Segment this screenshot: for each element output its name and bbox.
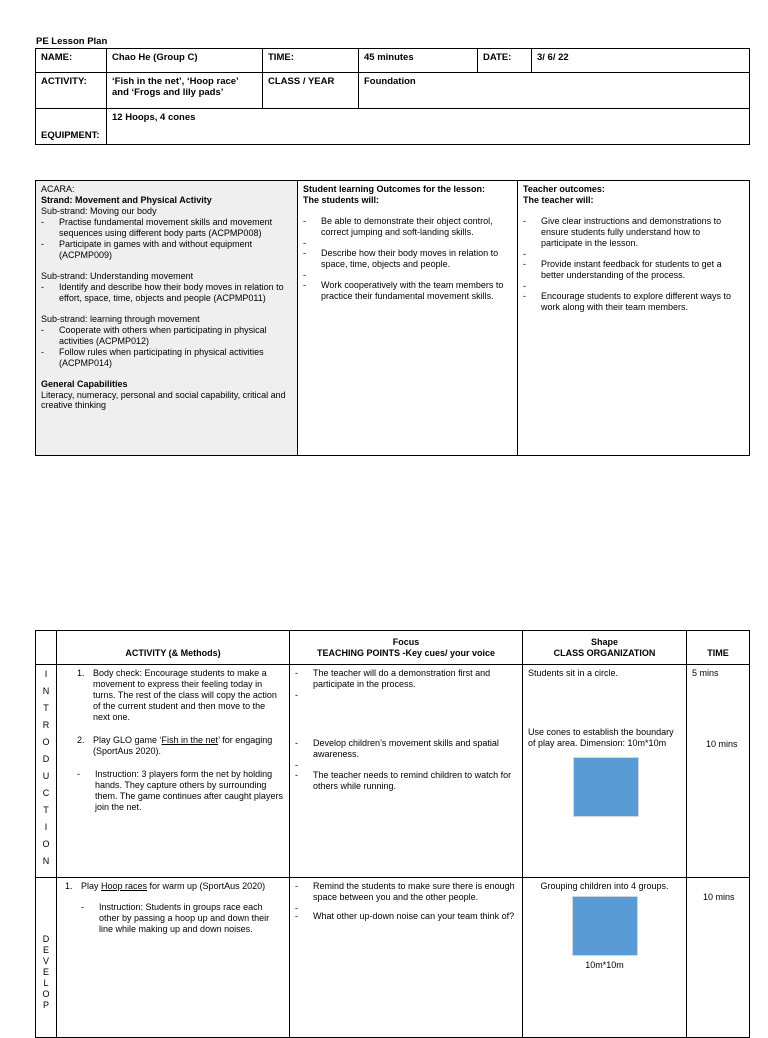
stage-letter: R: [42, 720, 50, 730]
stage-letter: T: [43, 805, 49, 815]
stage-letter: I: [44, 669, 48, 679]
shape-column-title: Shape: [590, 637, 618, 648]
item-text: ’ for engaging (SportAus 2020).: [93, 734, 273, 756]
list-item: - The teacher will do a demonstration first and participate in the process.: [295, 668, 517, 690]
shape-text: Use cones to establish the boundary of play area. Dimension: 10m*10m: [528, 726, 674, 748]
stage-letter: P: [42, 1000, 49, 1010]
shape-caption: 10m*10m: [585, 959, 624, 970]
shape-column-subtitle: CLASS ORGANIZATION: [553, 648, 656, 659]
teacher-outcomes-heading: Teacher outcomes:: [523, 184, 605, 194]
shape-column-header: [523, 631, 687, 665]
introduction-focus: [290, 665, 523, 878]
fish-in-the-net-link[interactable]: Fish in the net: [161, 734, 219, 745]
table-row: [36, 665, 750, 878]
equipment-value: 12 Hoops, 4 cones: [107, 109, 750, 145]
stage-letter: C: [42, 788, 50, 798]
general-capabilities-text: Literacy, numeracy, personal and social capability, critical and creative thinking: [41, 389, 286, 411]
list-item: [65, 881, 284, 892]
item-number: 1.: [65, 881, 73, 891]
stage-letter: O: [42, 737, 50, 747]
student-outcomes-heading: Student learning Outcomes for the lesson:: [303, 184, 486, 194]
time-column-header: [687, 631, 750, 665]
list-item: - Describe how their body moves in relation to space, time, objects and people.: [303, 248, 512, 270]
stage-letter: O: [42, 839, 50, 849]
table-row: [36, 878, 750, 1038]
list-item: - Practise fundamental movement skills and movement sequences using different body parts (ACPMP008): [41, 217, 292, 239]
stage-letter: O: [42, 989, 50, 999]
student-outcomes-list: [303, 216, 512, 302]
sub-strand-1-list: [41, 217, 292, 261]
stage-letter: I: [44, 822, 48, 832]
shape-text: Students sit in a circle.: [528, 668, 619, 678]
item-number: 1.: [77, 668, 85, 678]
list-item: - What other up-down noise can your team think of?: [295, 911, 517, 922]
class-value: Foundation: [359, 73, 750, 109]
teacher-outcomes-cell: [518, 181, 750, 456]
sub-item: - Instruction: 3 players form the net by holding hands. They capture others by surrounding them. The game continues after caught players join the net.: [77, 768, 283, 812]
class-label: CLASS / YEAR: [263, 73, 359, 109]
list-item: - Provide instant feedback for students to get a better understanding of the process.: [523, 259, 744, 281]
name-value: Chao He (Group C): [107, 49, 263, 73]
stage-header: [36, 631, 57, 665]
sub-strand-1-title: Sub-strand: Moving our body: [41, 205, 157, 216]
lesson-header-table: [35, 48, 750, 145]
activity-label: ACTIVITY:: [36, 73, 107, 109]
stage-letter: V: [42, 956, 49, 966]
list-item: - Give clear instructions and demonstrations to ensure students fully understand how to participate in the lesson.: [523, 216, 744, 249]
stage-letter: D: [42, 754, 50, 764]
activity-column-title: ACTIVITY (& Methods): [125, 648, 221, 659]
acara-heading: ACARA:: [41, 184, 75, 194]
stage-letter: L: [43, 978, 49, 988]
hoop-races-link[interactable]: Hoop races: [101, 881, 148, 891]
item-text: Play: [81, 881, 102, 891]
list-item: - Cooperate with others when participating in physical activities (ACPMP012): [41, 325, 292, 347]
list-item: - The teacher needs to remind children to watch for others while running.: [295, 770, 517, 792]
time-column-title: TIME: [707, 648, 729, 659]
time-value: 45 minutes: [359, 49, 478, 73]
stage-letter: U: [42, 771, 50, 781]
list-item: - Follow rules when participating in physical activities (ACPMP014): [41, 347, 292, 369]
shape-text: Grouping children into 4 groups.: [540, 881, 669, 891]
list-item: - Work cooperatively with the team members to practice their fundamental movement skills.: [303, 280, 512, 302]
sub-item-text: Instruction: 3 players form the net by holding hands. They capture others by surrounding them. The game continues after caught players join the net.: [95, 768, 283, 812]
list-item: [77, 668, 284, 723]
equipment-label: EQUIPMENT:: [36, 109, 107, 145]
introduction-time: [687, 665, 750, 878]
item-number: 2.: [77, 734, 85, 745]
outcomes-table: [35, 180, 750, 456]
focus-column-header: [290, 631, 523, 665]
introduction-shape: [523, 665, 687, 878]
development-stage-label: [36, 878, 57, 1038]
list-item: - Develop children’s movement skills and spatial awareness.: [295, 738, 517, 760]
sub-strand-3-list: [41, 325, 292, 369]
general-capabilities-title: General Capabilities: [41, 378, 128, 389]
list-item: - Identify and describe how their body moves in relation to effort, space, time, objects and people (ACPMP011): [41, 282, 292, 304]
sub-strand-3-title: Sub-strand: learning through movement: [41, 313, 200, 324]
focus-column-subtitle: TEACHING POINTS -Key cues/ your voice: [316, 648, 496, 659]
teacher-outcomes-subheading: The teacher will:: [523, 194, 594, 205]
sub-strand-2-list: [41, 282, 292, 304]
stage-letter: D: [42, 934, 50, 944]
development-time: [687, 878, 750, 1038]
item-text: Play GLO game ‘: [93, 734, 162, 745]
page-title: PE Lesson Plan: [36, 36, 108, 47]
stage-letter: N: [42, 856, 50, 866]
time-value: 10 mins: [706, 738, 738, 749]
focus-column-title: Focus: [392, 637, 420, 648]
focus-list: [295, 668, 517, 792]
lesson-activities-table: [35, 630, 750, 1038]
date-value: 3/ 6/ 22: [532, 49, 750, 73]
development-focus: [290, 878, 523, 1038]
introduction-stage-label: [36, 665, 57, 878]
item-text: Body check: Encourage students to make a movement to express their feeling today in turns. The rest of the class will copy the action of the current student and then move to the next one.: [93, 668, 277, 722]
time-value: 10 mins: [703, 892, 735, 902]
activity-value-line2: and ‘Frogs and lily pads’: [112, 87, 224, 99]
list-item: - Remind the students to make sure there is enough space between you and the other people.: [295, 881, 517, 903]
development-activities: [57, 878, 290, 1038]
name-label: NAME:: [36, 49, 107, 73]
list-item: [77, 735, 284, 757]
acara-cell: [36, 181, 298, 456]
student-outcomes-subheading: The students will:: [303, 194, 380, 205]
introduction-activities: [57, 665, 290, 878]
activity-value: [107, 73, 263, 109]
time-value: 5 mins: [692, 668, 719, 678]
activity-value-line1: ‘Fish in the net’, ‘Hoop race’: [112, 76, 239, 87]
acara-strand: Strand: Movement and Physical Activity: [41, 194, 212, 205]
stage-letter: E: [42, 945, 49, 955]
focus-list: [295, 881, 517, 922]
date-label: DATE:: [478, 49, 532, 73]
list-item: - Encourage students to explore different ways to work along with their team members.: [523, 291, 744, 313]
time-label: TIME:: [263, 49, 359, 73]
sub-item-text: Instruction: Students in groups race each other by passing a hoop up and down their line while making up and down noises.: [99, 901, 270, 934]
stage-letter: T: [43, 703, 49, 713]
student-outcomes-cell: [298, 181, 518, 456]
stage-letter: N: [42, 686, 50, 696]
development-shape: [523, 878, 687, 1038]
play-area-square: [573, 757, 639, 817]
play-area-square: [572, 896, 638, 956]
teacher-outcomes-list: [523, 216, 744, 313]
sub-strand-2-title: Sub-strand: Understanding movement: [41, 270, 194, 281]
stage-letter: E: [42, 967, 49, 977]
list-item: - Participate in games with and without equipment (ACPMP009): [41, 239, 292, 261]
activity-column-header: [57, 631, 290, 665]
item-text: for warm up (SportAus 2020): [147, 881, 266, 891]
list-item: - Be able to demonstrate their object control, correct jumping and soft-landing skills.: [303, 216, 512, 238]
sub-item: - Instruction: Students in groups race each other by passing a hoop up and down their line while making up and down noises.: [81, 901, 270, 934]
